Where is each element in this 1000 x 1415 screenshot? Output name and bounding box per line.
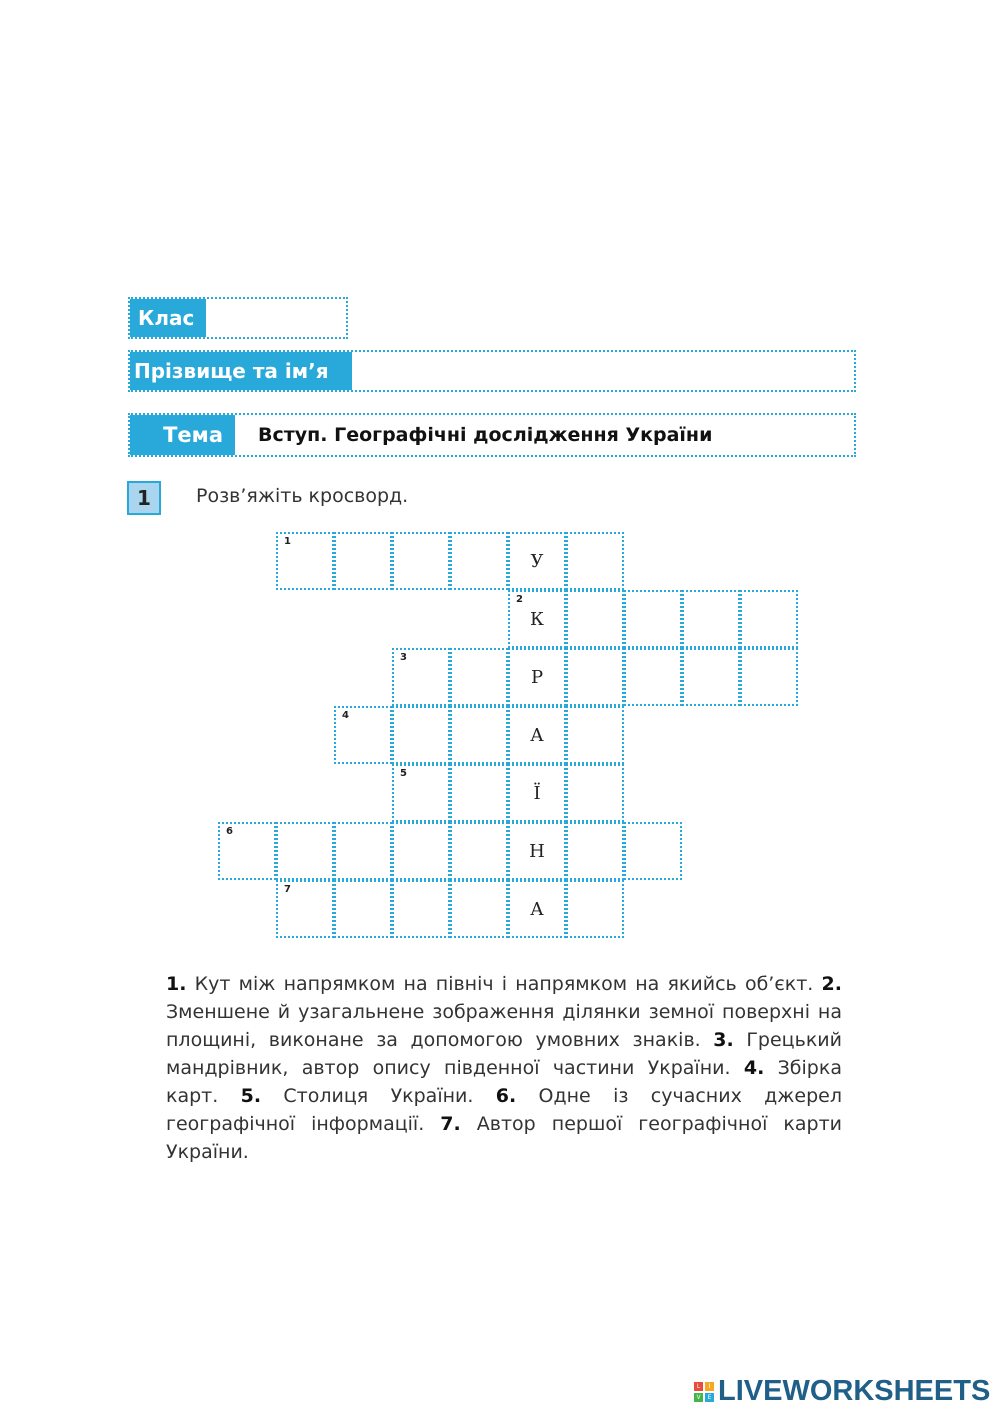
crossword-clue-number: 5 — [400, 768, 407, 779]
crossword-letter — [336, 824, 390, 878]
logo-square: V — [694, 1393, 703, 1402]
clue-text: Кут між напрямком на північ і напрямком на якийсь об’єкт. — [186, 973, 822, 995]
crossword-cell — [508, 764, 566, 822]
crossword-cell — [508, 532, 566, 590]
brand-text: LIVEWORKSHEETS — [718, 1375, 991, 1407]
crossword-cell[interactable] — [334, 880, 392, 938]
crossword-letter — [452, 708, 506, 762]
crossword-cell[interactable] — [450, 880, 508, 938]
crossword-clue-number: 4 — [342, 710, 349, 721]
crossword-cell[interactable] — [392, 532, 450, 590]
crossword-cell[interactable] — [566, 706, 624, 764]
crossword-clue-number: 6 — [226, 826, 233, 837]
crossword-letter — [452, 766, 506, 820]
crossword-letter — [336, 708, 390, 762]
crossword-letter — [394, 650, 448, 704]
crossword-cell[interactable] — [566, 648, 624, 706]
class-label: Клас — [130, 299, 206, 337]
crossword-letter — [336, 534, 390, 588]
crossword-letter — [452, 882, 506, 936]
crossword-cell[interactable] — [566, 880, 624, 938]
liveworksheets-brand — [694, 1375, 990, 1408]
crossword-letter — [336, 882, 390, 936]
topic-text: Вступ. Географічні дослідження України — [258, 424, 713, 446]
crossword-letter — [568, 650, 622, 704]
clue-number: 3. — [713, 1029, 734, 1051]
crossword-cell[interactable] — [334, 706, 392, 764]
crossword-letter: Н — [529, 840, 545, 862]
crossword-cell — [508, 880, 566, 938]
crossword-letter — [568, 824, 622, 878]
topic-field — [128, 413, 856, 457]
crossword-letter — [278, 534, 332, 588]
clue-number: 2. — [821, 973, 842, 995]
crossword-cell[interactable] — [624, 648, 682, 706]
crossword-letter — [394, 534, 448, 588]
logo-square: E — [705, 1393, 714, 1402]
crossword-letter — [684, 592, 738, 646]
crossword-clue-number: 1 — [284, 536, 291, 547]
clue-number: 1. — [166, 973, 187, 995]
crossword-letter — [626, 592, 680, 646]
crossword-cell — [508, 648, 566, 706]
clue-text: Зменшене й узагальнене зображення ділянки земної поверхні на площині, виконане за допомогою умовних знаків. — [166, 1001, 842, 1051]
crossword-cell[interactable] — [682, 590, 740, 648]
crossword-cell[interactable] — [334, 532, 392, 590]
crossword-letter — [742, 650, 796, 704]
crossword-letter — [394, 824, 448, 878]
crossword-cell[interactable] — [392, 822, 450, 880]
crossword-cell[interactable] — [624, 822, 682, 880]
name-label: Прізвище та ім’я — [130, 352, 352, 390]
crossword-letter — [568, 882, 622, 936]
crossword-cell[interactable] — [740, 648, 798, 706]
crossword-letter — [452, 650, 506, 704]
task-instruction: Розв’яжіть кросворд. — [196, 485, 409, 507]
crossword-clue-number: 2 — [516, 594, 523, 605]
crossword-cell[interactable] — [566, 822, 624, 880]
crossword-cell[interactable] — [450, 706, 508, 764]
crossword-cell[interactable] — [392, 880, 450, 938]
crossword-cell[interactable] — [566, 590, 624, 648]
crossword-cell — [508, 590, 566, 648]
crossword-clues — [166, 970, 842, 1166]
clue-number: 7. — [440, 1113, 461, 1135]
crossword-letter — [220, 824, 274, 878]
crossword-letter — [278, 882, 332, 936]
crossword-cell[interactable] — [276, 532, 334, 590]
clue-text: Столиця України. — [261, 1085, 496, 1107]
crossword-cell[interactable] — [276, 822, 334, 880]
clue-number: 5. — [240, 1085, 262, 1107]
crossword-cell[interactable] — [450, 764, 508, 822]
clue-text: Збірка карт. — [166, 1057, 842, 1107]
crossword-letter — [626, 824, 680, 878]
crossword-letter — [452, 824, 506, 878]
logo-square: L — [694, 1382, 703, 1391]
crossword-letter: Р — [530, 666, 544, 688]
task-number-badge: 1 — [127, 481, 161, 515]
liveworksheets-logo-icon — [694, 1382, 714, 1402]
crossword-letter — [742, 592, 796, 646]
logo-square: I — [705, 1382, 714, 1391]
crossword-cell[interactable] — [450, 532, 508, 590]
crossword-cell[interactable] — [276, 880, 334, 938]
crossword-cell[interactable] — [566, 764, 624, 822]
crossword-letter — [394, 766, 448, 820]
crossword-cell[interactable] — [392, 706, 450, 764]
crossword-cell — [508, 706, 566, 764]
clue-text: Автор першої географічної карти України. — [166, 1113, 842, 1163]
crossword-cell[interactable] — [450, 822, 508, 880]
class-input[interactable] — [206, 299, 346, 337]
crossword-letter — [626, 650, 680, 704]
crossword-cell[interactable] — [624, 590, 682, 648]
crossword-letter — [568, 534, 622, 588]
crossword-letter — [568, 708, 622, 762]
crossword-cell — [508, 822, 566, 880]
crossword-letter: А — [530, 898, 544, 920]
crossword-letter — [452, 534, 506, 588]
crossword-letter — [684, 650, 738, 704]
clue-number: 6. — [495, 1085, 517, 1107]
crossword-cell[interactable] — [450, 648, 508, 706]
crossword-clue-number: 3 — [400, 652, 407, 663]
name-input[interactable] — [352, 352, 854, 390]
crossword-cell[interactable] — [392, 648, 450, 706]
crossword-cell[interactable] — [392, 764, 450, 822]
crossword-cell[interactable] — [218, 822, 276, 880]
crossword-cell[interactable] — [334, 822, 392, 880]
crossword-letter — [568, 766, 622, 820]
name-field — [128, 350, 856, 392]
crossword-letter: Ї — [533, 782, 541, 804]
crossword-letter: А — [530, 724, 544, 746]
crossword-letter — [278, 824, 332, 878]
clue-text: Одне із сучасних джерел географічної інформації. — [166, 1085, 842, 1135]
crossword-letter — [394, 708, 448, 762]
clue-number: 4. — [743, 1057, 765, 1079]
crossword-letter — [568, 592, 622, 646]
topic-label: Тема — [130, 415, 235, 455]
crossword-letter: У — [530, 550, 544, 572]
class-field — [128, 297, 348, 339]
crossword-cell[interactable] — [682, 648, 740, 706]
crossword-clue-number: 7 — [284, 884, 291, 895]
crossword-letter — [394, 882, 448, 936]
crossword-cell[interactable] — [740, 590, 798, 648]
crossword-letter: К — [530, 608, 544, 630]
clue-text: Грецький мандрівник, автор опису південної частини України. — [166, 1029, 842, 1079]
crossword-cell[interactable] — [566, 532, 624, 590]
